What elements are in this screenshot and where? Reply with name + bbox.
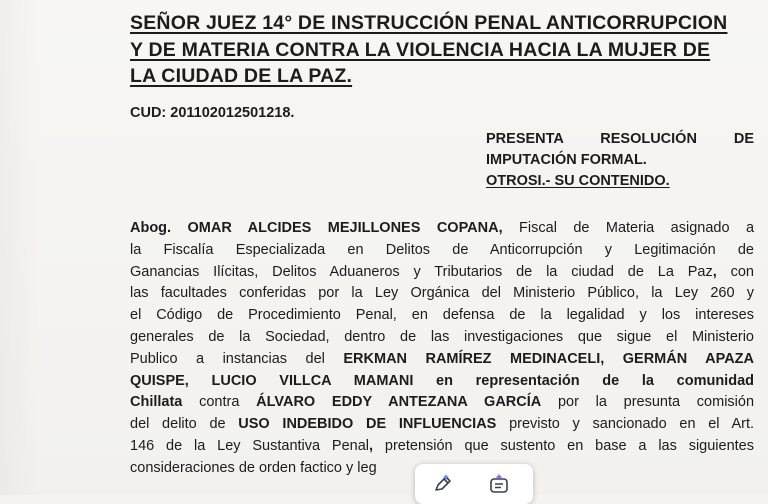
body-line-3-c: con [716,263,754,280]
community-name: Chillata [130,394,183,411]
complainants-names-2: QUISPE, LUCIO VILLCA MAMANI en representación de la comunidad [130,372,754,389]
floating-toolbar [415,464,533,504]
body-line-1-rest: Fiscal de Materia asignado a [502,220,755,236]
sumilla-line-2: IMPUTACIÓN FORMAL. [486,152,647,168]
crime-name: USO INDEBIDO DE INFLUENCIAS [238,416,497,433]
body-line-9 [130,392,754,414]
body-line-7 [130,349,754,371]
sumilla-line-1: PRESENTA RESOLUCIÓN DE [486,131,754,147]
body-line-6: generales de la Sociedad, dentro de las investigaciones que sigue el Ministerio [130,328,754,345]
body-line-9-a: contra [182,394,257,411]
edit-pen-icon[interactable] [431,472,455,496]
prosecutor-name: Abog. OMAR ALCIDES MEJILLONES COPANA, [130,220,503,236]
body-line-3 [130,262,754,284]
body-paragraph [130,218,754,480]
body-line-10 [130,414,754,436]
body-line-3-comma: , [712,263,717,280]
cud-number: CUD: 201102012501218. [130,105,295,121]
body-line-3-a: Ganancias Ilícitas, Delitos Aduaneros y Tributarios de la ciudad de La Paz [130,263,713,280]
title-line-3: LA CIUDAD DE LA PAZ. [130,65,353,87]
sumilla-block [486,129,754,192]
body-line-12: consideraciones de orden factico y leg [130,459,377,476]
document-title [130,10,758,90]
sumilla-line-3: OTROSI.- SU CONTENIDO. [486,173,670,189]
ai-sparkle-icon[interactable] [487,472,511,496]
body-line-11 [130,436,754,458]
body-line-7-a: Publico a instancias del [130,350,344,367]
body-line-11-comma: , [369,437,374,454]
complainants-names-1: ERKMAN RAMÍREZ MEDINACELI, GERMÁN APAZA [343,350,754,367]
body-line-10-c: previsto y sancionado en el Art. [496,416,754,433]
body-line-5: el Código de Procedimiento Penal, en defensa de la legalidad y los intereses [130,307,754,324]
body-line-11-c: pretensión que sustento en base a las siguientes [373,437,754,454]
body-line-11-a: 146 de la Ley Sustantiva Penal [130,437,370,454]
title-line-1: SEÑOR JUEZ 14° DE INSTRUCCIÓN PENAL ANTICORRUPCION [130,12,728,34]
body-line-9-c: por la presunta comisión [541,394,755,411]
body-line-1 [130,218,754,240]
body-line-2: la Fiscalía Especializada en Delitos de Anticorrupción y Legitimación de [130,241,754,258]
body-line-8 [130,371,754,393]
body-line-4: las facultades conferidas por la Ley Orgánica del Ministerio Público, la Ley 260 y [130,285,754,302]
accused-name: ÁLVARO EDDY ANTEZANA GARCÍA [256,394,542,411]
title-line-2: Y DE MATERIA CONTRA LA VIOLENCIA HACIA LA MUJER DE [130,38,711,61]
body-line-10-a: del delito de [130,416,239,433]
